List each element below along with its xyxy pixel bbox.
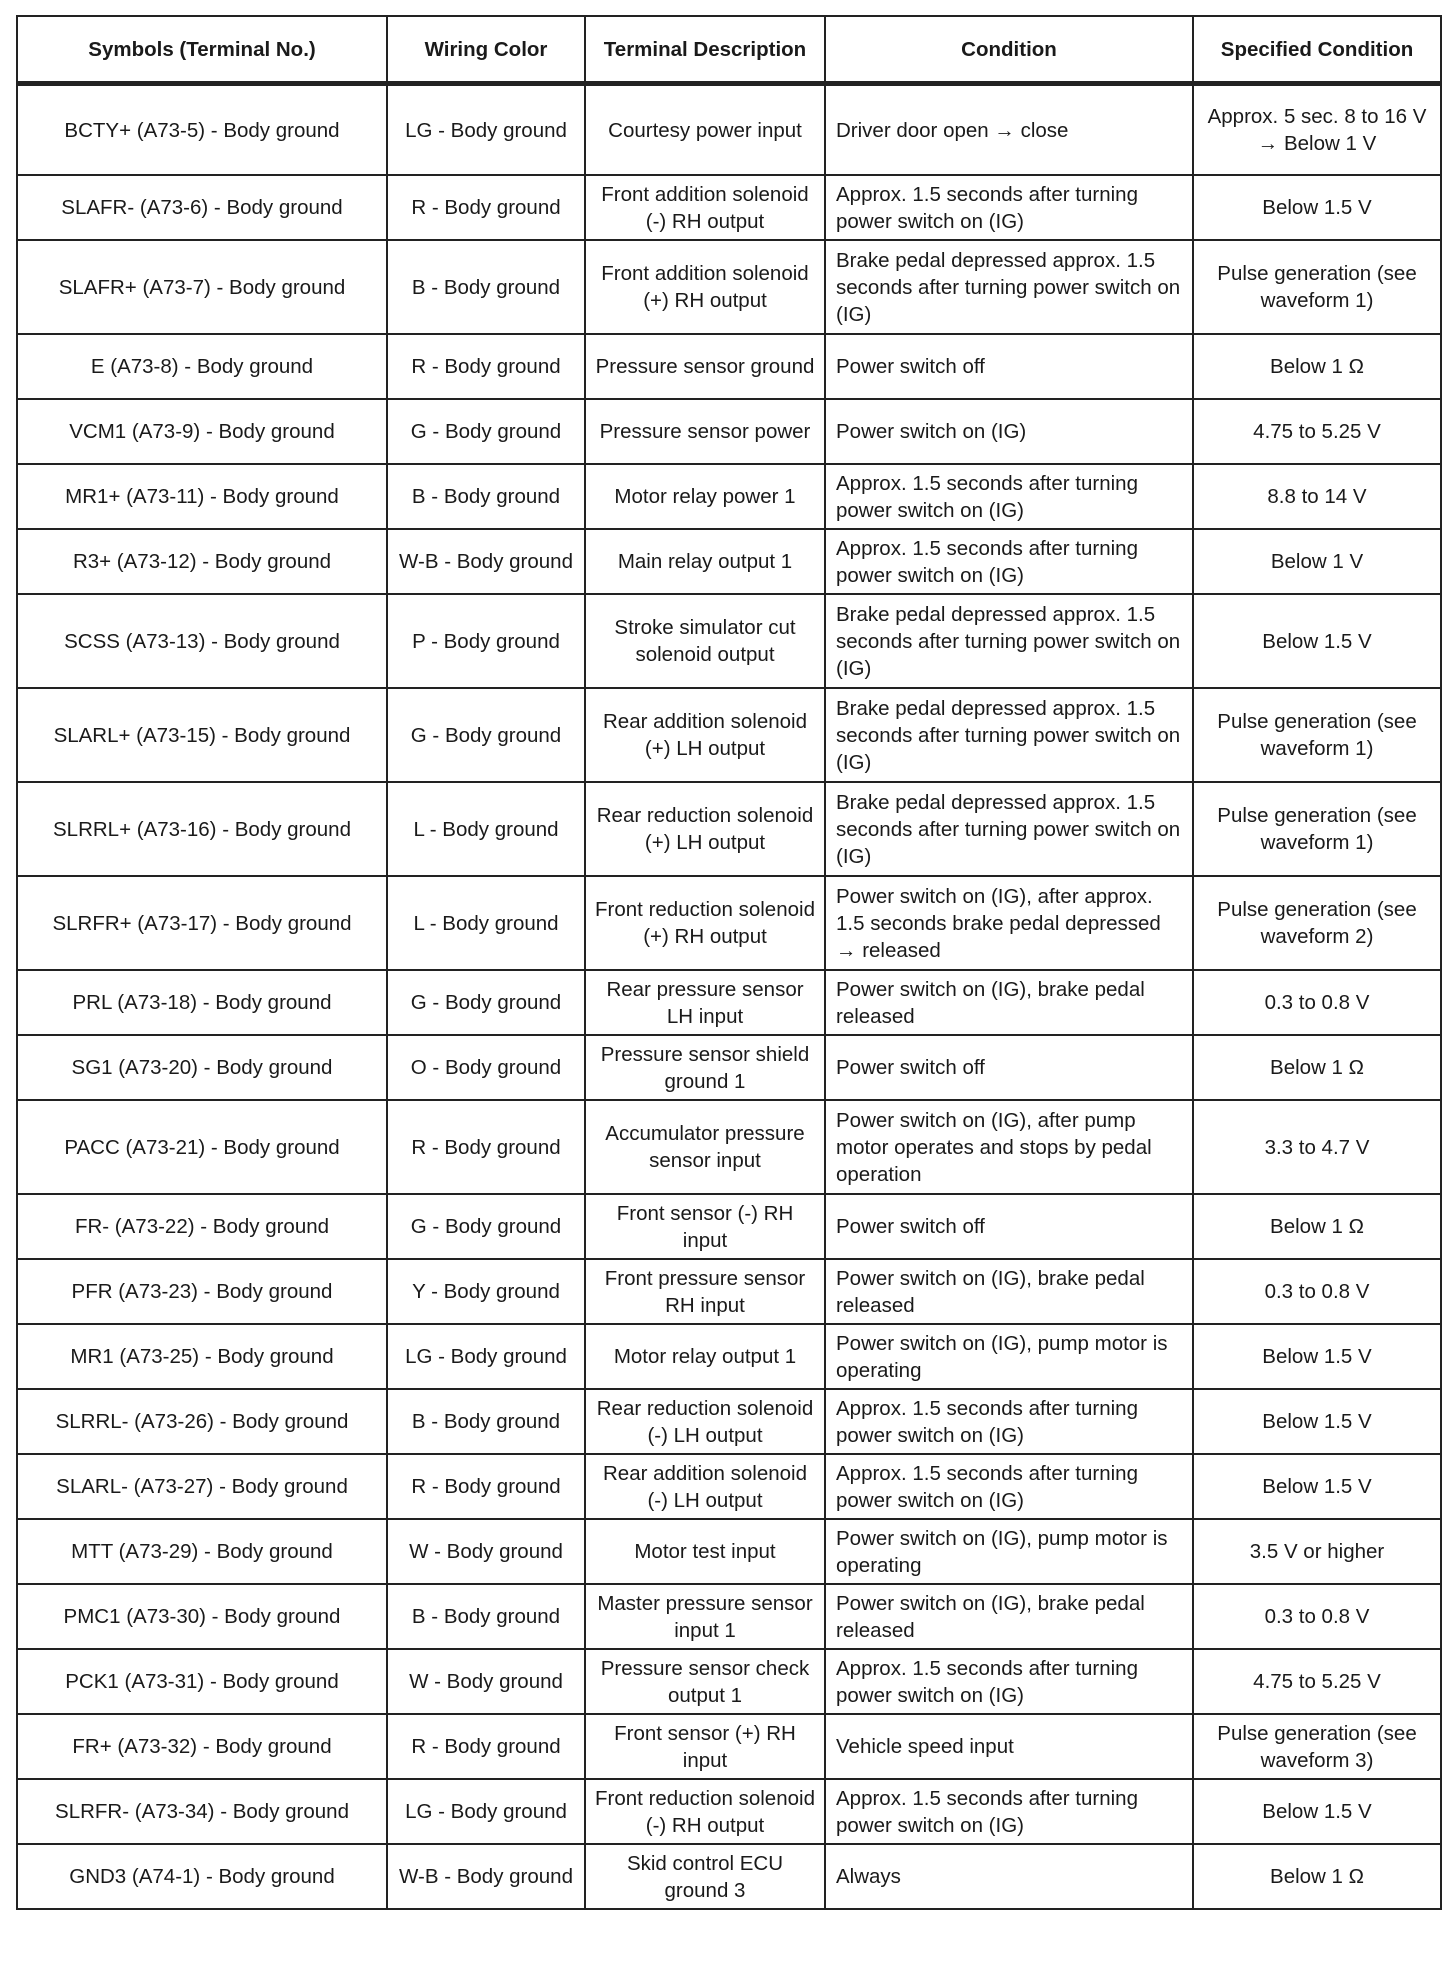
table-row	[17, 1194, 1441, 1259]
cell-terminal-description: Pressure sensor power	[585, 399, 825, 464]
cell-wiring-color: G - Body ground	[387, 970, 585, 1035]
cell-condition: Driver door open → close	[825, 84, 1193, 176]
cell-condition: Power switch off	[825, 1035, 1193, 1100]
cell-specified-condition: Below 1 Ω	[1193, 334, 1441, 399]
cell-symbol: SLRRL- (A73-26) - Body ground	[17, 1389, 387, 1454]
terminal-spec-sheet	[16, 15, 1440, 1910]
cell-wiring-color: R - Body ground	[387, 1714, 585, 1779]
table-row	[17, 970, 1441, 1035]
cell-wiring-color: B - Body ground	[387, 464, 585, 529]
table-row	[17, 175, 1441, 240]
cell-terminal-description: Pressure sensor check output 1	[585, 1649, 825, 1714]
table-header-row	[17, 16, 1441, 84]
cell-condition: Power switch on (IG)	[825, 399, 1193, 464]
table-row	[17, 1714, 1441, 1779]
table-row	[17, 240, 1441, 334]
cell-terminal-description: Pressure sensor ground	[585, 334, 825, 399]
table-row	[17, 782, 1441, 876]
cell-symbol: MTT (A73-29) - Body ground	[17, 1519, 387, 1584]
cell-terminal-description: Rear addition solenoid (-) LH output	[585, 1454, 825, 1519]
cell-specified-condition: Below 1.5 V	[1193, 594, 1441, 688]
table-row	[17, 1259, 1441, 1324]
cell-wiring-color: Y - Body ground	[387, 1259, 585, 1324]
cell-specified-condition: Below 1.5 V	[1193, 1779, 1441, 1844]
table-row	[17, 334, 1441, 399]
cell-specified-condition: Below 1.5 V	[1193, 175, 1441, 240]
cell-wiring-color: B - Body ground	[387, 240, 585, 334]
table-row	[17, 1844, 1441, 1909]
cell-specified-condition: Below 1 Ω	[1193, 1035, 1441, 1100]
cell-condition: Approx. 1.5 seconds after turning power switch on (IG)	[825, 1389, 1193, 1454]
cell-wiring-color: G - Body ground	[387, 1194, 585, 1259]
cell-specified-condition: Pulse generation (see waveform 2)	[1193, 876, 1441, 970]
table-body	[17, 84, 1441, 1910]
table-row	[17, 1649, 1441, 1714]
cell-condition: Brake pedal depressed approx. 1.5 seconds after turning power switch on (IG)	[825, 240, 1193, 334]
table-row	[17, 529, 1441, 594]
cell-condition: Brake pedal depressed approx. 1.5 seconds after turning power switch on (IG)	[825, 594, 1193, 688]
cell-terminal-description: Rear reduction solenoid (+) LH output	[585, 782, 825, 876]
cell-specified-condition: Below 1.5 V	[1193, 1389, 1441, 1454]
cell-condition: Always	[825, 1844, 1193, 1909]
cell-specified-condition: Pulse generation (see waveform 3)	[1193, 1714, 1441, 1779]
header-terminal-description: Terminal Description	[585, 16, 825, 84]
cell-condition: Power switch on (IG), after pump motor operates and stops by pedal operation	[825, 1100, 1193, 1194]
cell-symbol: SLARL+ (A73-15) - Body ground	[17, 688, 387, 782]
cell-terminal-description: Front sensor (-) RH input	[585, 1194, 825, 1259]
cell-terminal-description: Stroke simulator cut solenoid output	[585, 594, 825, 688]
table-row	[17, 1454, 1441, 1519]
cell-terminal-description: Motor relay output 1	[585, 1324, 825, 1389]
cell-terminal-description: Rear pressure sensor LH input	[585, 970, 825, 1035]
cell-terminal-description: Motor test input	[585, 1519, 825, 1584]
cell-specified-condition: 4.75 to 5.25 V	[1193, 399, 1441, 464]
cell-specified-condition: 4.75 to 5.25 V	[1193, 1649, 1441, 1714]
cell-specified-condition: Below 1.5 V	[1193, 1324, 1441, 1389]
cell-terminal-description: Pressure sensor shield ground 1	[585, 1035, 825, 1100]
cell-symbol: SLARL- (A73-27) - Body ground	[17, 1454, 387, 1519]
cell-terminal-description: Front addition solenoid (+) RH output	[585, 240, 825, 334]
terminal-spec-table	[16, 15, 1442, 1910]
cell-symbol: GND3 (A74-1) - Body ground	[17, 1844, 387, 1909]
cell-wiring-color: R - Body ground	[387, 1100, 585, 1194]
cell-wiring-color: W - Body ground	[387, 1649, 585, 1714]
cell-condition: Approx. 1.5 seconds after turning power switch on (IG)	[825, 1454, 1193, 1519]
cell-specified-condition: Below 1 Ω	[1193, 1844, 1441, 1909]
cell-symbol: PRL (A73-18) - Body ground	[17, 970, 387, 1035]
cell-condition: Approx. 1.5 seconds after turning power switch on (IG)	[825, 1649, 1193, 1714]
table-row	[17, 464, 1441, 529]
cell-wiring-color: LG - Body ground	[387, 1779, 585, 1844]
cell-terminal-description: Rear addition solenoid (+) LH output	[585, 688, 825, 782]
cell-wiring-color: R - Body ground	[387, 175, 585, 240]
table-row	[17, 1100, 1441, 1194]
header-wiring-color: Wiring Color	[387, 16, 585, 84]
cell-condition: Power switch off	[825, 334, 1193, 399]
cell-condition: Approx. 1.5 seconds after turning power switch on (IG)	[825, 464, 1193, 529]
table-row	[17, 688, 1441, 782]
cell-terminal-description: Front reduction solenoid (-) RH output	[585, 1779, 825, 1844]
cell-terminal-description: Front reduction solenoid (+) RH output	[585, 876, 825, 970]
header-condition: Condition	[825, 16, 1193, 84]
table-row	[17, 876, 1441, 970]
table-row	[17, 1324, 1441, 1389]
cell-condition: Power switch on (IG), brake pedal released	[825, 1584, 1193, 1649]
cell-terminal-description: Front pressure sensor RH input	[585, 1259, 825, 1324]
cell-wiring-color: W-B - Body ground	[387, 1844, 585, 1909]
cell-wiring-color: LG - Body ground	[387, 84, 585, 176]
table-row	[17, 399, 1441, 464]
cell-terminal-description: Rear reduction solenoid (-) LH output	[585, 1389, 825, 1454]
cell-symbol: R3+ (A73-12) - Body ground	[17, 529, 387, 594]
cell-wiring-color: R - Body ground	[387, 1454, 585, 1519]
cell-condition: Approx. 1.5 seconds after turning power switch on (IG)	[825, 1779, 1193, 1844]
cell-condition: Approx. 1.5 seconds after turning power switch on (IG)	[825, 529, 1193, 594]
cell-symbol: PFR (A73-23) - Body ground	[17, 1259, 387, 1324]
cell-condition: Brake pedal depressed approx. 1.5 seconds after turning power switch on (IG)	[825, 688, 1193, 782]
cell-symbol: BCTY+ (A73-5) - Body ground	[17, 84, 387, 176]
cell-symbol: PMC1 (A73-30) - Body ground	[17, 1584, 387, 1649]
cell-terminal-description: Accumulator pressure sensor input	[585, 1100, 825, 1194]
cell-wiring-color: L - Body ground	[387, 876, 585, 970]
table-row	[17, 1779, 1441, 1844]
cell-wiring-color: O - Body ground	[387, 1035, 585, 1100]
cell-condition: Power switch off	[825, 1194, 1193, 1259]
cell-symbol: SLAFR+ (A73-7) - Body ground	[17, 240, 387, 334]
cell-symbol: PACC (A73-21) - Body ground	[17, 1100, 387, 1194]
cell-condition: Power switch on (IG), pump motor is operating	[825, 1519, 1193, 1584]
cell-specified-condition: Below 1.5 V	[1193, 1454, 1441, 1519]
cell-specified-condition: 8.8 to 14 V	[1193, 464, 1441, 529]
cell-symbol: MR1+ (A73-11) - Body ground	[17, 464, 387, 529]
cell-wiring-color: LG - Body ground	[387, 1324, 585, 1389]
cell-specified-condition: 3.5 V or higher	[1193, 1519, 1441, 1584]
cell-terminal-description: Master pressure sensor input 1	[585, 1584, 825, 1649]
cell-symbol: SCSS (A73-13) - Body ground	[17, 594, 387, 688]
header-symbol: Symbols (Terminal No.)	[17, 16, 387, 84]
cell-condition: Vehicle speed input	[825, 1714, 1193, 1779]
table-row	[17, 594, 1441, 688]
cell-specified-condition: 0.3 to 0.8 V	[1193, 1259, 1441, 1324]
cell-condition: Power switch on (IG), brake pedal released	[825, 970, 1193, 1035]
cell-terminal-description: Main relay output 1	[585, 529, 825, 594]
table-row	[17, 1584, 1441, 1649]
cell-specified-condition: Pulse generation (see waveform 1)	[1193, 688, 1441, 782]
cell-condition: Power switch on (IG), pump motor is operating	[825, 1324, 1193, 1389]
cell-condition: Power switch on (IG), after approx. 1.5 seconds brake pedal depressed → released	[825, 876, 1193, 970]
table-row	[17, 1035, 1441, 1100]
cell-symbol: PCK1 (A73-31) - Body ground	[17, 1649, 387, 1714]
cell-wiring-color: R - Body ground	[387, 334, 585, 399]
cell-wiring-color: L - Body ground	[387, 782, 585, 876]
cell-wiring-color: G - Body ground	[387, 688, 585, 782]
cell-symbol: SG1 (A73-20) - Body ground	[17, 1035, 387, 1100]
cell-terminal-description: Skid control ECU ground 3	[585, 1844, 825, 1909]
cell-symbol: E (A73-8) - Body ground	[17, 334, 387, 399]
cell-specified-condition: Pulse generation (see waveform 1)	[1193, 240, 1441, 334]
cell-symbol: SLRFR+ (A73-17) - Body ground	[17, 876, 387, 970]
cell-specified-condition: Approx. 5 sec. 8 to 16 V → Below 1 V	[1193, 84, 1441, 176]
table-row	[17, 1389, 1441, 1454]
cell-symbol: SLRFR- (A73-34) - Body ground	[17, 1779, 387, 1844]
cell-condition: Power switch on (IG), brake pedal released	[825, 1259, 1193, 1324]
cell-terminal-description: Motor relay power 1	[585, 464, 825, 529]
cell-terminal-description: Front addition solenoid (-) RH output	[585, 175, 825, 240]
cell-condition: Approx. 1.5 seconds after turning power switch on (IG)	[825, 175, 1193, 240]
table-row	[17, 84, 1441, 176]
cell-specified-condition: 0.3 to 0.8 V	[1193, 970, 1441, 1035]
cell-symbol: VCM1 (A73-9) - Body ground	[17, 399, 387, 464]
cell-wiring-color: G - Body ground	[387, 399, 585, 464]
cell-symbol: FR- (A73-22) - Body ground	[17, 1194, 387, 1259]
cell-wiring-color: W - Body ground	[387, 1519, 585, 1584]
cell-condition: Brake pedal depressed approx. 1.5 seconds after turning power switch on (IG)	[825, 782, 1193, 876]
cell-specified-condition: Below 1 Ω	[1193, 1194, 1441, 1259]
cell-specified-condition: Below 1 V	[1193, 529, 1441, 594]
cell-specified-condition: 3.3 to 4.7 V	[1193, 1100, 1441, 1194]
cell-wiring-color: B - Body ground	[387, 1389, 585, 1454]
cell-symbol: MR1 (A73-25) - Body ground	[17, 1324, 387, 1389]
cell-symbol: FR+ (A73-32) - Body ground	[17, 1714, 387, 1779]
cell-symbol: SLAFR- (A73-6) - Body ground	[17, 175, 387, 240]
cell-wiring-color: B - Body ground	[387, 1584, 585, 1649]
cell-specified-condition: Pulse generation (see waveform 1)	[1193, 782, 1441, 876]
cell-terminal-description: Courtesy power input	[585, 84, 825, 176]
cell-wiring-color: W-B - Body ground	[387, 529, 585, 594]
cell-terminal-description: Front sensor (+) RH input	[585, 1714, 825, 1779]
cell-specified-condition: 0.3 to 0.8 V	[1193, 1584, 1441, 1649]
cell-wiring-color: P - Body ground	[387, 594, 585, 688]
cell-symbol: SLRRL+ (A73-16) - Body ground	[17, 782, 387, 876]
header-specified-condition: Specified Condition	[1193, 16, 1441, 84]
table-row	[17, 1519, 1441, 1584]
